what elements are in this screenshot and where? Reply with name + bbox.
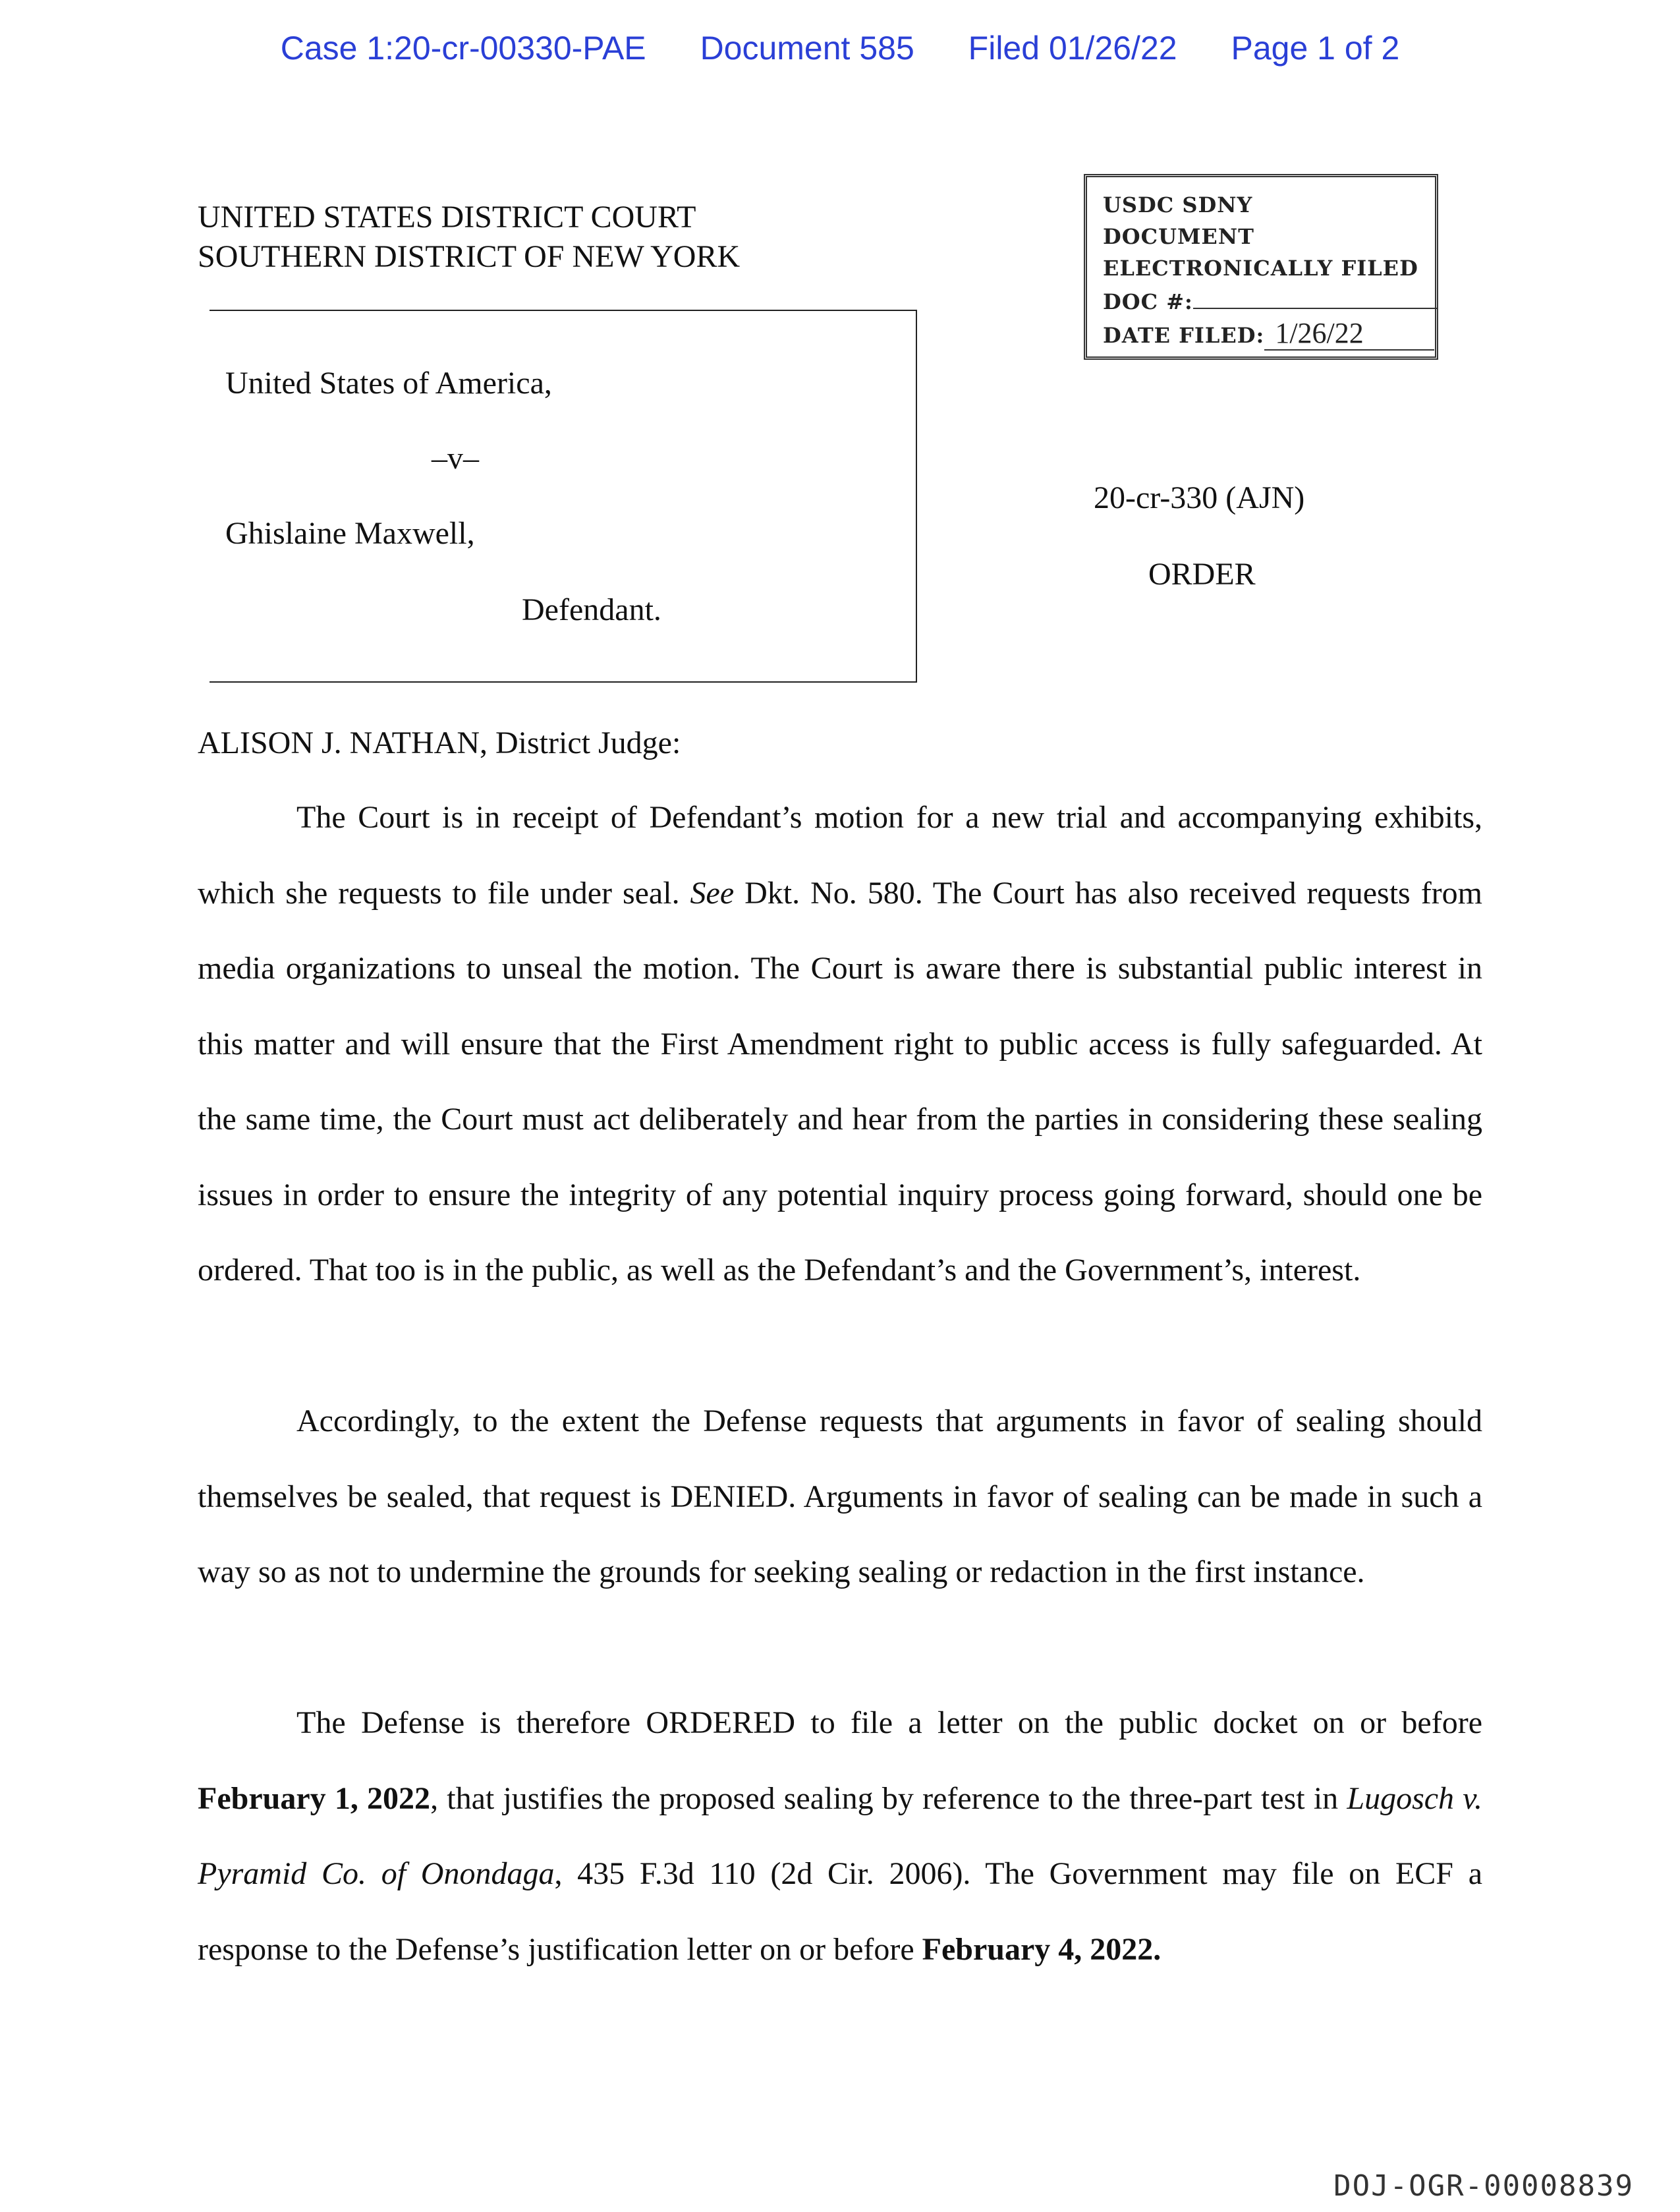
case-number-header: Case 1:20-cr-00330-PAE — [280, 30, 646, 67]
deadline-defense: February 1, 2022 — [198, 1780, 431, 1816]
caption-defendant-name: Ghislaine Maxwell, — [225, 516, 475, 551]
stamp-date-value: 1/26/22 — [1264, 318, 1434, 351]
court-name-line1: UNITED STATES DISTRICT COURT — [198, 200, 696, 235]
judge-heading: ALISON J. NATHAN, District Judge: — [198, 725, 681, 760]
order-paragraph-1: The Court is in receipt of Defendant’s motion for a new trial and accompanying exhibits, which she requests to file under seal. See Dkt. No. 580. The Court has also received requests from media organizations to unseal the motion. The Court is aware there is substantial public interest in this matter and will ensure that the First Amendment right to public access is fully safeguarded. At the same time, the Court must act deliberately and hear from the parties in considering these sealing issues in order to ensure the integrity of any potential inquiry process going forward, should one be ordered. That too is in the public, as well as the Defendant’s and the Government’s, interest. — [198, 800, 1482, 1288]
filing-header — [0, 29, 1680, 67]
court-name — [198, 199, 740, 278]
electronic-filing-stamp — [1084, 174, 1438, 360]
stamp-doc-label: DOC #: — [1103, 289, 1193, 314]
caption-defendant-role: Defendant. — [522, 592, 661, 627]
filed-date-header: Filed 01/26/22 — [968, 30, 1177, 67]
order-paragraph-2: Accordingly, to the extent the Defense requests that arguments in favor of sealing should themselves be sealed, that request is DENIED. Arguments in favor of sealing can be made in such a way so as not to undermine the grounds for seeking sealing or redaction in the first instance. — [198, 1404, 1482, 1589]
signal-see: See — [690, 875, 735, 911]
stamp-doc-line — [1103, 284, 1435, 318]
stamp-date-line — [1103, 318, 1435, 351]
stamp-doc-blank — [1193, 284, 1437, 309]
page-count-header: Page 1 of 2 — [1231, 30, 1400, 67]
stamp-line2: DOCUMENT — [1103, 224, 1254, 249]
bates-number: DOJ-OGR-00008839 — [1333, 2169, 1634, 2203]
document-number-header: Document 585 — [700, 30, 914, 67]
case-number: 20-cr-330 (AJN) — [1094, 480, 1305, 515]
caption-versus: –v– — [432, 441, 479, 476]
stamp-line3: ELECTRONICALLY FILED — [1103, 256, 1418, 281]
stamp-date-label: DATE FILED: — [1103, 323, 1265, 348]
order-paragraph-3: The Defense is therefore ORDERED to file a letter on the public docket on or before February 1, 2022, that justifies the proposed sealing by reference to the three-part test in Lugosch v. Pyramid Co. of Onondaga, 435 F.3d 110 (2d Cir. 2006). The Government may file on ECF a response to the Defense’s justification letter on or before February 4, 2022. — [198, 1705, 1483, 1967]
stamp-line1: USDC SDNY — [1103, 192, 1253, 217]
caption-plaintiff: United States of America, — [225, 366, 552, 401]
document-type-title: ORDER — [1148, 557, 1256, 592]
court-name-line2: SOUTHERN DISTRICT OF NEW YORK — [198, 239, 741, 274]
deadline-government: February 4, 2022. — [922, 1931, 1162, 1967]
case-citation: Lugosch v. Pyramid Co. of Onondaga — [198, 1780, 1483, 1891]
